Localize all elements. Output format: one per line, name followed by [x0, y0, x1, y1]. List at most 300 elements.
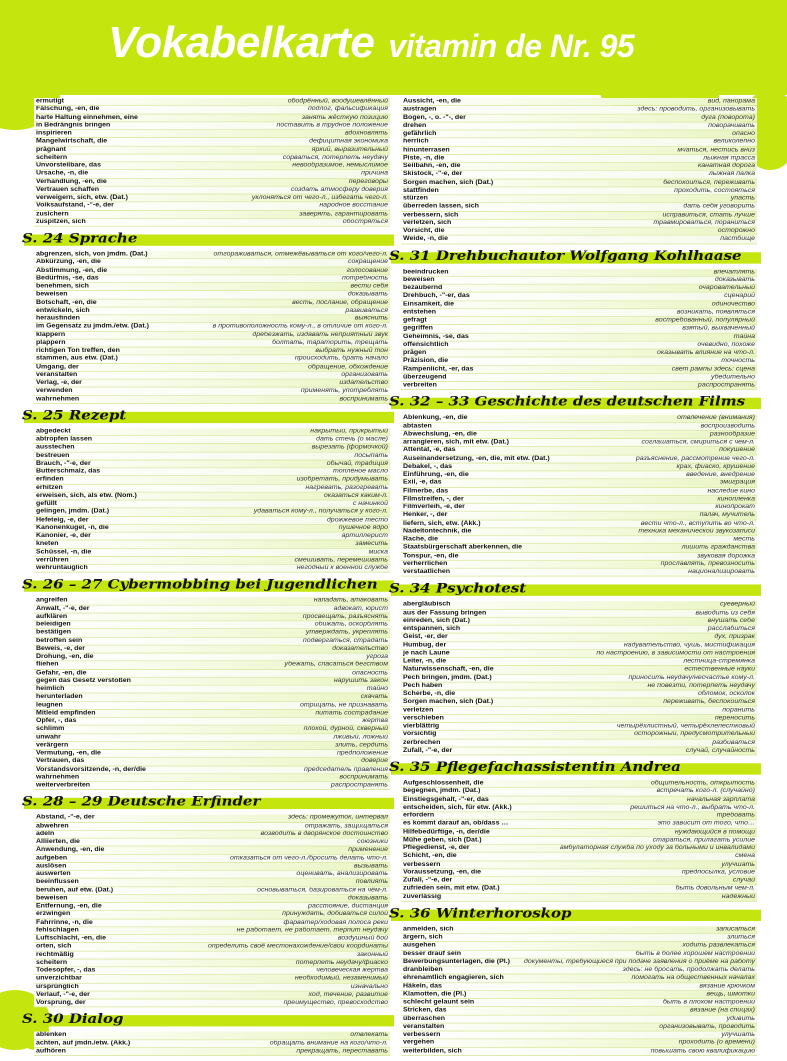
russian-translation: происходить, брать начало [294, 355, 388, 362]
vocab-row [34, 718, 390, 726]
german-term: verbessern [403, 860, 441, 868]
russian-translation: повлиять [355, 878, 388, 885]
section-heading [389, 905, 757, 924]
german-term: austragen [403, 106, 437, 113]
vocab-row [401, 650, 757, 658]
russian-translation: прославлять, превозносить [660, 560, 755, 567]
german-term: Aussicht, -en, die [403, 98, 461, 105]
vocab-section [389, 393, 757, 576]
russian-translation: воспринимать [339, 395, 388, 402]
german-term: Anwalt, -"-e, der [36, 605, 90, 612]
german-term: dranbleiben [403, 966, 443, 973]
russian-translation: выяснить [354, 315, 388, 322]
german-term: Voraussetzung, -en, die [403, 869, 482, 876]
german-term: Vorsprung, der [36, 999, 86, 1006]
russian-translation: подлог, фальсификация [307, 106, 388, 113]
german-term: im Gegensatz zu jmdm./etw. (Dat.) [36, 323, 149, 330]
vocab-row [401, 950, 757, 958]
german-term: Verhandlung, -en, die [36, 178, 107, 185]
vocab-row [401, 796, 757, 804]
russian-translation: воспринимать [339, 774, 388, 781]
title-text: Vokabelkarte [108, 18, 375, 67]
russian-translation: соглашаться, смириться с чем-л. [641, 438, 755, 446]
vocab-row [401, 1015, 757, 1023]
russian-translation: скачать [360, 693, 388, 700]
german-term: unwahr [36, 733, 61, 740]
russian-translation: подвергаться, страдать [302, 637, 388, 644]
vocab-row [401, 301, 757, 309]
german-term: bestreuen [36, 452, 70, 459]
german-term: Präzision, die [403, 357, 449, 364]
russian-translation: голосование [346, 267, 388, 274]
russian-translation: быть в более хорошем настроении [635, 950, 755, 957]
german-term: abergläubisch [403, 601, 451, 608]
german-term: Kanonier, -e, der [36, 532, 91, 539]
vocab-row [401, 845, 757, 853]
russian-translation: организовывать, проводить [659, 1023, 755, 1030]
vocab-row [34, 162, 390, 170]
vocab-row [34, 122, 390, 130]
german-term: Rache, die [403, 536, 439, 543]
russian-translation: нападать, атаковать [313, 597, 388, 604]
vocab-row [401, 423, 757, 431]
russian-translation: адвокат, юрист [333, 605, 388, 612]
german-term: Debakel, -, das [403, 463, 453, 470]
russian-translation: отвлечение (внимания) [677, 414, 755, 421]
german-term: gegriffen [403, 325, 433, 332]
russian-translation: кинопрокат [715, 503, 755, 510]
german-term: wahrnehmen [36, 774, 80, 781]
vocab-row [34, 903, 390, 911]
german-term: beweisen [36, 291, 68, 298]
german-term: aus der Fassung bringen [403, 609, 487, 616]
vocab-row [34, 702, 390, 710]
german-term: vorsichtig [403, 731, 437, 738]
german-term: Einsamkeit, die [403, 300, 454, 308]
russian-translation: создать атмосферу доверия [290, 186, 388, 193]
vocab-row [34, 694, 390, 702]
german-term: Bedürfnis, -se, das [36, 275, 99, 282]
vocab-row [34, 670, 390, 678]
russian-translation: лживый, ложный [333, 733, 388, 740]
issue-subtitle: vitamin de Nr. 95 [388, 28, 635, 64]
german-term: Scherbe, -n, die [403, 690, 456, 697]
german-term: Sorgen machen, sich (Dat.) [403, 698, 494, 705]
german-term: vergehen [403, 1039, 435, 1046]
german-term: Zufall, -"-e, der [403, 877, 453, 884]
vocab-row [401, 1040, 757, 1048]
vocab-row [34, 991, 390, 999]
german-term: aufgeben [36, 854, 68, 861]
vocab-row [401, 309, 757, 317]
german-term: auswerten [36, 870, 71, 877]
russian-translation: по настроению, в зависимости от настроения [596, 649, 755, 657]
vocab-row [401, 820, 757, 828]
vocab-row [34, 999, 390, 1007]
vocab-section [22, 230, 390, 404]
german-term: Abwechslung, -en, die [403, 430, 477, 437]
vocab-row [401, 139, 757, 147]
german-term: verletzen, sich [403, 219, 452, 226]
section-heading-text: S. 26 – 27 Cybermobbing bei Jugendlichen [22, 576, 378, 592]
russian-translation: изначально [350, 983, 388, 990]
vocab-row [401, 155, 757, 163]
german-term: inspirieren [36, 130, 72, 137]
german-term: verherrlichen [403, 560, 448, 567]
russian-translation: тайна [733, 333, 755, 340]
russian-translation: удивить [726, 1015, 755, 1022]
russian-translation: обостряться [342, 218, 388, 225]
russian-translation: обращать внимание на кого/что-л. [269, 1039, 388, 1046]
russian-translation: питать сострадание [315, 709, 388, 716]
german-term: Vorstandsvorsitzende, -n, der/die [36, 766, 146, 773]
german-term: gefüllt [36, 500, 57, 507]
german-term: Opfer, -, das [36, 717, 77, 724]
russian-translation: вести себя [350, 283, 388, 290]
vocab-row [34, 597, 390, 605]
german-term: Todesopfer, -, das [36, 967, 96, 974]
german-term: Drehbuch, -"-er, das [403, 292, 470, 299]
russian-translation: повышать свою квалификацию [650, 1047, 755, 1054]
german-term: in Bedrängnis bringen [36, 122, 111, 129]
vocab-row [34, 283, 390, 291]
german-term: stürzen [403, 195, 428, 202]
russian-translation: помогать на общественных началах [631, 974, 755, 981]
vocab-row [34, 178, 390, 186]
vocab-section [22, 576, 390, 790]
russian-translation: лыжная трасса [703, 154, 755, 161]
russian-translation: дух, призрак [714, 633, 755, 640]
german-term: plappern [36, 339, 66, 346]
vocab-row [34, 436, 390, 444]
german-term: Abstand, -"-e, der [36, 814, 95, 821]
russian-translation: ход, течение, развитие [308, 991, 388, 998]
german-term: veranstalten [36, 371, 78, 378]
german-term: richtigen Ton treffen, den [36, 347, 120, 354]
vocab-list [34, 428, 390, 573]
russian-translation: оказаться каким-л. [323, 492, 388, 499]
russian-translation: нагревать, разогревать [305, 484, 388, 491]
vocab-row [401, 674, 757, 682]
vocab-row [34, 533, 390, 541]
russian-translation: записаться [716, 926, 755, 933]
vocab-row [401, 715, 757, 723]
german-term: Einführung, -en, die [403, 471, 469, 478]
vocab-row [34, 927, 390, 935]
russian-translation: обижать, оскорблять [314, 621, 388, 628]
vocab-row [401, 512, 757, 520]
russian-translation: четырёхлистный, четырёхлепестковый [616, 722, 755, 730]
vocab-row [34, 734, 390, 742]
german-term: Sorgen machen, sich (Dat.) [403, 179, 494, 186]
vocab-row [34, 444, 390, 452]
vocab-row [401, 780, 757, 788]
russian-translation: оказывать влияние на что-л. [657, 349, 755, 356]
vocab-row [401, 877, 757, 885]
section-heading-text: S. 32 – 33 Geschichte des deutschen Films [389, 393, 746, 410]
vocab-row [401, 98, 757, 106]
vocab-row [34, 380, 390, 388]
vocab-row [401, 942, 757, 950]
russian-translation: пастбище [720, 235, 755, 242]
vocab-row [34, 484, 390, 492]
vocab-row [34, 525, 390, 533]
vocab-row [401, 837, 757, 845]
vocab-row [34, 951, 390, 959]
vocab-row [401, 228, 757, 236]
vocab-row [34, 114, 390, 122]
vocab-row [401, 122, 757, 130]
vocab-row [34, 879, 390, 887]
vocab-row [34, 1048, 390, 1056]
vocab-row [401, 341, 757, 349]
vocab-row [401, 358, 757, 366]
german-term: Bewerbungsunterlagen, die (Pl.) [403, 958, 510, 965]
russian-translation: выбрать нужный тон [315, 347, 388, 354]
russian-translation: дефицитная экономика [309, 138, 388, 145]
section-heading-text: S. 34 Psychotest [389, 580, 527, 597]
russian-translation: вырезать (формочкой) [311, 444, 388, 451]
vocab-row [401, 561, 757, 569]
section-heading [22, 230, 390, 249]
vocab-row [401, 212, 757, 220]
german-term: verärgern [36, 741, 69, 749]
russian-translation: впечатлять [713, 268, 755, 275]
russian-translation: злиться [727, 934, 755, 941]
vocab-row [401, 999, 757, 1007]
german-term: Klamotten, die (Pl.) [403, 990, 467, 998]
russian-translation: народное восстание [319, 202, 388, 209]
vocab-row [401, 812, 757, 820]
german-term: angreifen [36, 597, 68, 604]
vocab-section [401, 98, 757, 244]
vocab-row [401, 869, 757, 877]
russian-translation: улучшать [721, 1031, 755, 1038]
vocab-row [34, 710, 390, 718]
vocab-row [401, 179, 757, 187]
vocab-row [34, 146, 390, 154]
vocab-row [401, 699, 757, 707]
vocab-section [22, 407, 390, 573]
russian-translation: человеческая жертва [316, 967, 388, 974]
vocab-row [401, 114, 757, 122]
german-term: Drohung, -en, die [36, 653, 94, 660]
russian-translation: разъяснение, рассмотрение чего-л. [635, 455, 755, 462]
russian-translation: определить своё местонахождение/свои координаты [207, 943, 388, 950]
german-term: zerbrechen [403, 739, 441, 746]
german-term: Pech haben [403, 682, 443, 689]
german-term: Staatsbürgerschaft aberkennen, die [403, 544, 523, 551]
vocab-row [401, 236, 757, 244]
german-term: erfinden [36, 476, 64, 483]
vocab-row [34, 299, 390, 307]
vocab-row [401, 609, 757, 617]
russian-translation: вызывать [353, 862, 388, 869]
german-term: klappern [36, 331, 66, 338]
russian-translation: быть довольным чем-л. [675, 885, 755, 892]
russian-translation: расстояние, дистанция [308, 902, 388, 910]
german-term: offensichtlich [403, 341, 449, 348]
german-term: stattfinden [403, 187, 439, 194]
russian-translation: занять жёсткую позицию [301, 114, 388, 121]
russian-translation: негодный к военной службе [296, 564, 388, 571]
german-term: Mangelwirtschaft, die [36, 138, 108, 145]
german-term: Nadeltontechnik, die [403, 528, 472, 535]
russian-translation: миска [368, 548, 388, 555]
vocab-row [401, 975, 757, 983]
section-heading [22, 407, 390, 426]
russian-translation: распространять [330, 782, 388, 789]
russian-translation: отражать, защищаться [304, 822, 388, 829]
section-heading [22, 793, 390, 812]
vocab-row [401, 934, 757, 942]
russian-translation: приносить неудачу/несчастье кому-л. [628, 674, 755, 681]
vocab-row [34, 975, 390, 983]
vocab-row [34, 364, 390, 372]
section-heading-text: S. 28 – 29 Deutsche Erfinder [22, 793, 261, 810]
vocab-row [401, 707, 757, 715]
german-term: betroffen sein [36, 637, 83, 644]
russian-translation: смена [735, 852, 755, 860]
vocab-row [34, 959, 390, 967]
russian-translation: оценивать, анализировать [296, 870, 388, 877]
german-term: Stricken, das [403, 1007, 447, 1014]
russian-translation: суеверный [720, 601, 755, 608]
vocab-row [34, 863, 390, 871]
russian-translation: плохой, дурной, скверный [303, 725, 388, 732]
german-term: arrangieren, sich, mit etw. (Dat.) [403, 438, 509, 446]
russian-translation: палач, мучитель [699, 511, 755, 519]
russian-translation: развиваться [345, 307, 388, 314]
vocab-row [34, 186, 390, 194]
vocab-section [34, 98, 390, 227]
german-term: Schicht, -en, die [403, 852, 457, 860]
german-term: Attentat, -e, das [403, 447, 456, 454]
german-term: prägnant [36, 146, 66, 153]
vocab-row [401, 431, 757, 439]
german-term: abtropfen lassen [36, 436, 93, 443]
russian-translation: востребованный, популярный [655, 317, 755, 324]
vocab-row [34, 275, 390, 283]
german-term: verbreiten [403, 381, 437, 389]
vocab-row [401, 682, 757, 690]
german-term: Abstimmung, -en, die [36, 267, 108, 274]
german-term: Pflegedienst, -e, der [403, 844, 470, 851]
german-term: ermutigt [36, 98, 64, 105]
german-term: Fahrrinne, -n, die [36, 919, 93, 926]
section-heading-text: S. 24 Sprache [22, 230, 138, 246]
vocab-row [401, 463, 757, 471]
german-term: liefern, sich, etw. (Akk.) [403, 520, 481, 527]
russian-translation: заверять, гарантировать [299, 210, 388, 217]
vocab-row [401, 1023, 757, 1031]
russian-translation: угроза [366, 653, 388, 660]
russian-translation: основываться, базироваться на чём-л. [257, 886, 388, 893]
german-term: Geist, -er, der [403, 633, 448, 640]
russian-translation: надёжный [721, 893, 755, 900]
german-term: verstaatlichen [403, 568, 451, 575]
russian-translation: документы, требующиеся при подаче заявления о приёме на работу [524, 958, 755, 965]
russian-translation: отказаться от чего-л./бросить делать что-л. [229, 854, 388, 861]
german-term: zuverlässig [403, 893, 442, 900]
russian-translation: здесь: проводить, организовывать [637, 106, 755, 113]
vocab-row [401, 268, 757, 276]
german-term: Unvorstellbare, das [36, 162, 101, 169]
german-term: drehen [403, 122, 427, 129]
russian-translation: воспроизводить [700, 422, 755, 429]
german-term: erfordern [403, 812, 435, 819]
vocab-row [34, 154, 390, 162]
vocab-row [34, 823, 390, 831]
vocab-row [34, 895, 390, 903]
vocab-list [34, 597, 390, 790]
russian-translation: встречать кого-л. (случайно) [656, 788, 755, 795]
german-term: weiterbilden, sich [403, 1047, 462, 1054]
russian-translation: яркий, выразительный [311, 146, 388, 153]
vocab-row [34, 919, 390, 927]
russian-translation: утверждать, укреплять [305, 629, 388, 636]
german-term: Verlauf, -"-e, der [36, 991, 90, 998]
vocab-row [34, 943, 390, 951]
vocab-row [401, 983, 757, 991]
german-term: wehruntauglich [36, 564, 88, 571]
vocab-row [34, 259, 390, 267]
vocab-section [389, 580, 757, 755]
german-term: Seilbahn, -en, die [403, 162, 461, 169]
vocab-row [401, 739, 757, 747]
vocab-row [401, 991, 757, 999]
russian-translation: тайно [366, 685, 388, 692]
vocab-row [34, 428, 390, 436]
vocab-row [401, 618, 757, 626]
vocab-list [401, 601, 757, 755]
vocab-row [401, 658, 757, 666]
russian-translation: злить, сердить [335, 741, 388, 749]
vocab-row [34, 106, 390, 114]
russian-translation: это зависит от того, что… [657, 820, 755, 827]
german-term: Luftschlacht, -en, die [36, 935, 107, 942]
russian-translation: топлёное масло [333, 468, 388, 475]
vocab-row [401, 479, 757, 487]
vocab-row [34, 211, 390, 219]
vocab-row [401, 731, 757, 739]
german-term: ursprünglich [36, 983, 79, 990]
russian-translation: издательство [339, 379, 388, 386]
german-term: zuspitzen, sich [36, 218, 86, 225]
russian-translation: доказывать [714, 276, 755, 283]
russian-translation: преимущество, превосходство [283, 999, 388, 1006]
german-term: fehlschlagen [36, 927, 79, 934]
russian-translation: невообразимое, немыслимое [292, 162, 388, 169]
vocab-row [401, 885, 757, 893]
german-term: hinunterrasen [403, 146, 450, 153]
vocab-row [34, 98, 390, 106]
russian-translation: внушать себе [707, 617, 755, 624]
german-term: Ablenkung, -en, die [403, 414, 468, 421]
german-term: entwickeln, sich [36, 307, 90, 314]
russian-translation: прекращать, переставать [296, 1047, 388, 1055]
german-term: fliehen [36, 661, 59, 668]
german-term: scheitern [36, 959, 68, 966]
russian-translation: убежать, спасаться бегством [284, 661, 388, 668]
russian-translation: предпосылка, условие [681, 869, 755, 876]
russian-translation: эмиграция [719, 479, 755, 486]
vocab-row [401, 203, 757, 211]
german-term: Hefeteig, -e, der [36, 516, 89, 523]
section-heading-text: S. 36 Winterhoroskop [389, 905, 572, 921]
german-term: abtasten [403, 422, 432, 429]
russian-translation: в противоположность кому-л., в отличие от кого-л. [212, 323, 388, 330]
